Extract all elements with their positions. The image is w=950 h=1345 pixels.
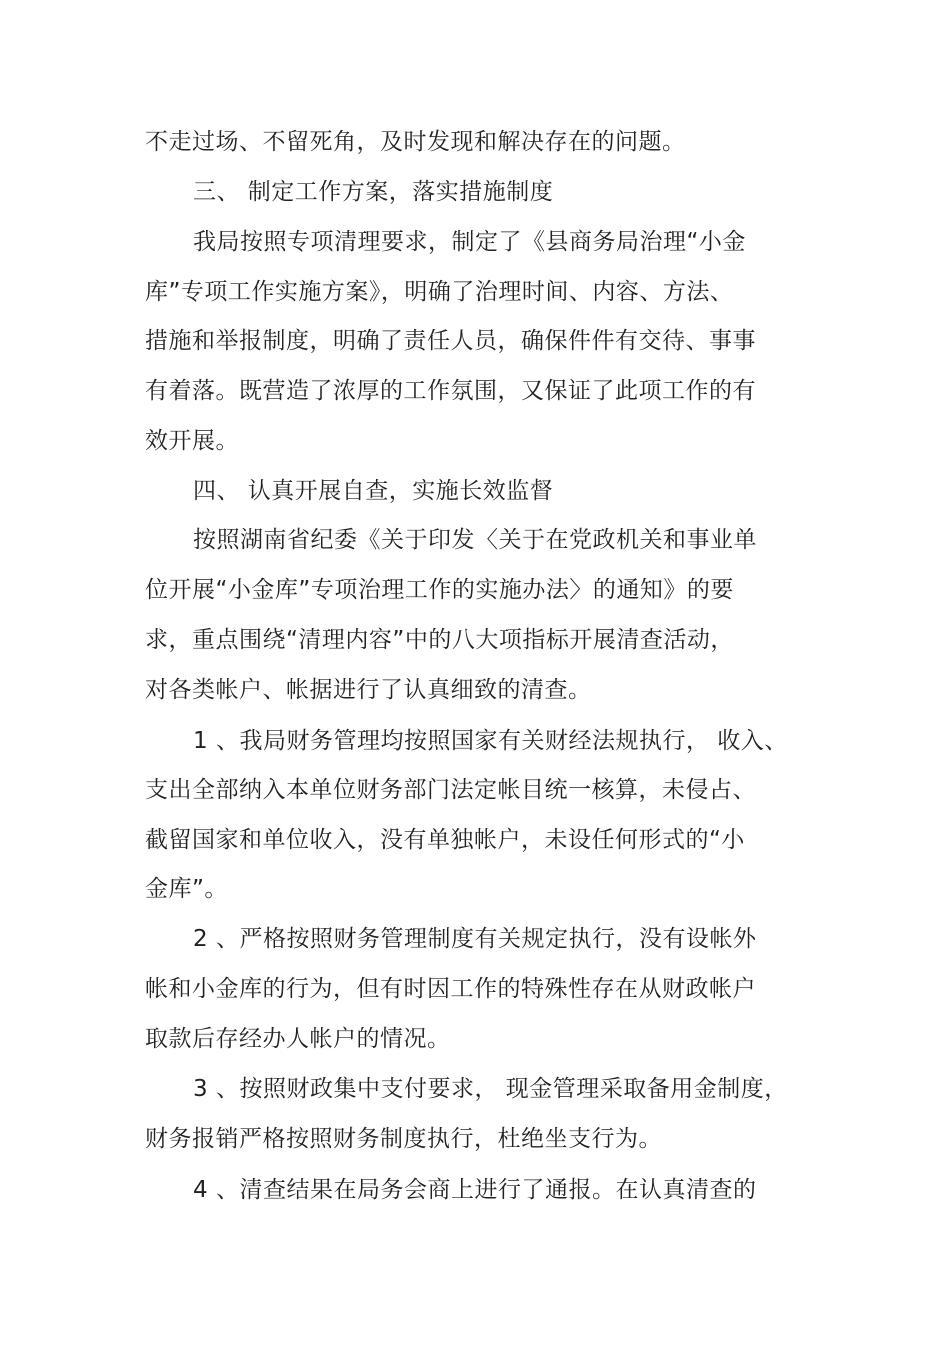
numbered-item-4: 4 、清查结果在局务会商上进行了通报。在认真清查的 (193, 1177, 757, 1203)
section-heading-4: 四、 认真开展自查，实施长效监督 (193, 478, 554, 504)
numbered-item-1: 1 、我局财务管理均按照国家有关财经法规执行， 收入、 (193, 728, 788, 754)
body-line: 措施和举报制度，明确了责任人员，确保件件有交待、事事 (145, 328, 756, 354)
section-heading-3: 三、 制定工作方案，落实措施制度 (193, 179, 554, 205)
body-line: 对各类帐户、帐据进行了认真细致的清查。 (145, 677, 592, 703)
numbered-item-3: 3 、按照财政集中支付要求， 现金管理采取备用金制度， (193, 1076, 788, 1102)
body-line: 金库”。 (145, 876, 228, 902)
numbered-item-2: 2 、严格按照财务管理制度有关规定执行，没有设帐外 (193, 926, 757, 952)
body-line: 截留国家和单位收入，没有单独帐户，未设任何形式的“小 (145, 827, 745, 853)
body-line: 帐和小金库的行为，但有时因工作的特殊性存在从财政帐户 (145, 976, 756, 1002)
body-line: 财务报销严格按照财务制度执行，杜绝坐支行为。 (145, 1126, 662, 1152)
body-line: 库”专项工作实施方案》，明确了治理时间、内容、方法、 (145, 279, 734, 305)
body-line: 支出全部纳入本单位财务部门法定帐目统一核算，未侵占、 (145, 777, 756, 803)
body-line: 不走过场、不留死角，及时发现和解决存在的问题。 (145, 129, 686, 155)
body-line: 位开展“小金库”专项治理工作的实施办法〉的通知》的要 (145, 577, 734, 603)
body-line: 按照湖南省纪委《关于印发〈关于在党政机关和事业单 (193, 527, 757, 553)
body-line: 效开展。 (145, 428, 239, 454)
body-line: 有着落。既营造了浓厚的工作氛围，又保证了此项工作的有 (145, 378, 756, 404)
body-line: 求，重点围绕“清理内容”中的八大项指标开展清查活动， (145, 627, 734, 653)
body-line: 取款后存经办人帐户的情况。 (145, 1026, 451, 1052)
body-line: 我局按照专项清理要求，制定了《县商务局治理“小金 (193, 229, 746, 255)
